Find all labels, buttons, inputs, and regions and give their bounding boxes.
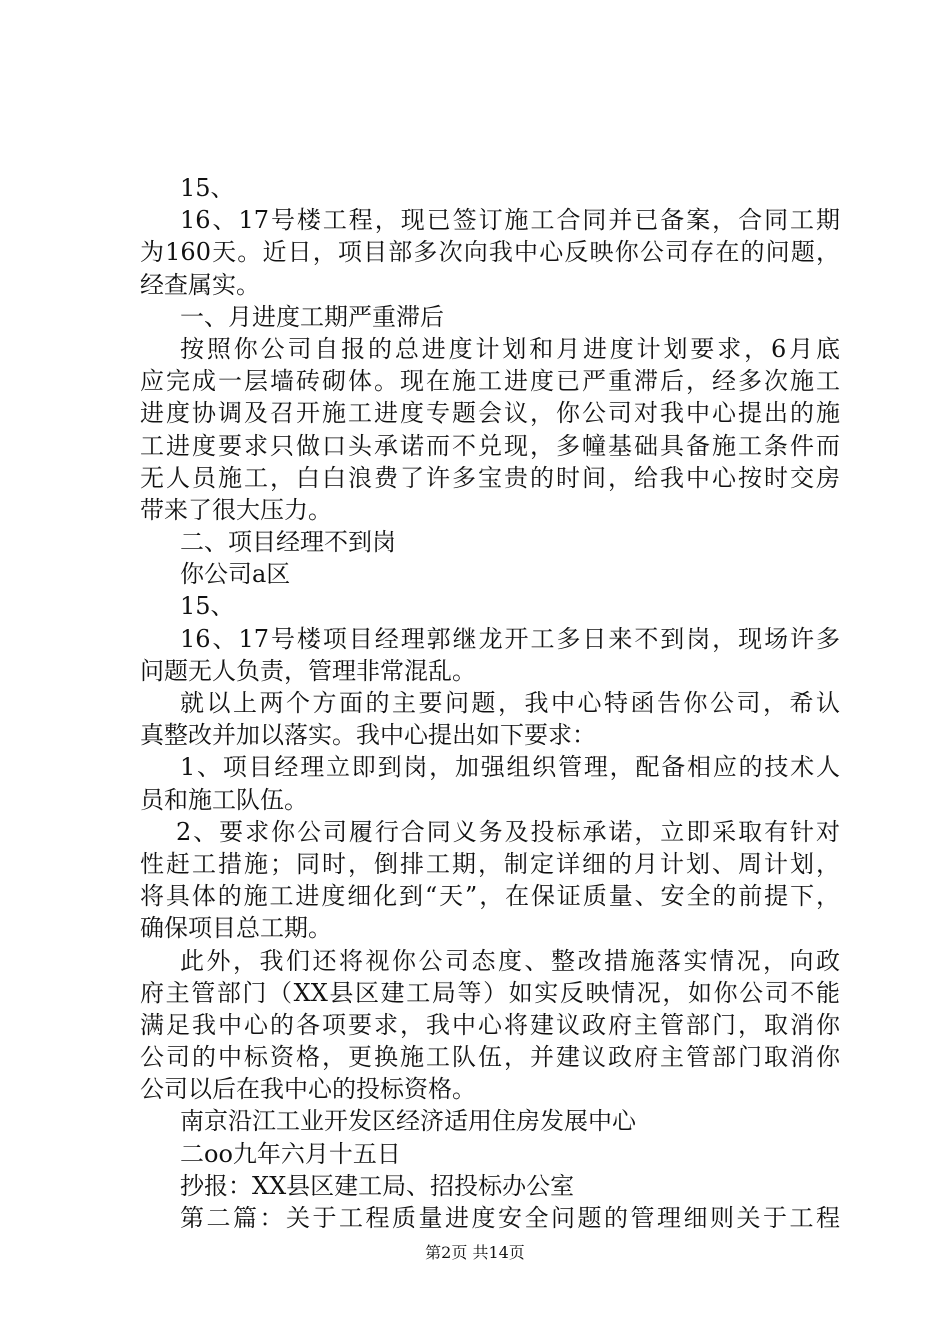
text-line: 将具体的施工进度细化到“天”，在保证质量、安全的前提下， xyxy=(140,882,840,911)
text-line: 真整改并加以落实。我中心提出如下要求： xyxy=(140,721,596,750)
text-line: 15、 xyxy=(180,592,235,621)
cc-line: 抄报：XX县区建工局、招投标办公室 xyxy=(180,1171,575,1200)
text-line: 员和施工队伍。 xyxy=(140,785,308,814)
text-line: 满足我中心的各项要求，我中心将建议政府主管部门，取消你 xyxy=(140,1010,840,1039)
text-line: 经查属实。 xyxy=(140,270,260,299)
page-number-label: 第2页 共14页 xyxy=(425,1243,525,1262)
text-line: 你公司a区 xyxy=(180,560,291,589)
text-line: 1、项目经理立即到岗，加强组织管理，配备相应的技术人 xyxy=(180,753,840,782)
sender-organization: 南京沿江工业开发区经济适用住房发展中心 xyxy=(180,1107,636,1136)
document-body xyxy=(140,172,840,1234)
document-date: 二oo九年六月十五日 xyxy=(180,1139,401,1168)
text-line: 此外，我们还将视你公司态度、整改措施落实情况，向政 xyxy=(180,946,840,975)
text-line: 就以上两个方面的主要问题，我中心特函告你公司，希认 xyxy=(180,689,840,717)
text-line: 按照你公司自报的总进度计划和月进度计划要求，6月底 xyxy=(180,334,840,363)
text-line: 府主管部门（XX县区建工局等）如实反映情况，如你公司不能 xyxy=(140,978,840,1007)
text-line: 无人员施工，白白浪费了许多宝贵的时间，给我中心按时交房 xyxy=(140,463,840,492)
text-line: 16、17号楼工程，现已签订施工合同并已备案，合同工期 xyxy=(180,206,840,235)
text-line: 公司的中标资格，更换施工队伍，并建议政府主管部门取消你 xyxy=(140,1043,840,1072)
text-line: 应完成一层墙砖砌体。现在施工进度已严重滞后，经多次施工 xyxy=(140,367,840,396)
text-line: 公司以后在我中心的投标资格。 xyxy=(140,1075,476,1104)
text-line: 16、17号楼项目经理郭继龙开工多日来不到岗，现场许多 xyxy=(180,624,840,653)
text-line: 确保项目总工期。 xyxy=(140,914,332,943)
text-line: 15、 xyxy=(180,174,235,202)
page-footer xyxy=(0,1243,950,1263)
text-line: 性赶工措施；同时，倒排工期，制定详细的月计划、周计划， xyxy=(140,849,840,878)
text-line: 为160天。近日，项目部多次向我中心反映你公司存在的问题， xyxy=(140,238,840,267)
text-line: 2、要求你公司履行合同义务及投标承诺，立即采取有针对 xyxy=(176,817,840,846)
text-line: 进度协调及召开施工进度专题会议，你公司对我中心提出的施 xyxy=(140,399,840,428)
section-heading: 二、项目经理不到岗 xyxy=(180,528,396,557)
text-line: 带来了很大压力。 xyxy=(140,495,332,524)
section-heading: 一、月进度工期严重滞后 xyxy=(180,302,444,331)
text-line: 工进度要求只做口头承诺而不兑现，多幢基础具备施工条件而 xyxy=(140,431,840,460)
text-line: 问题无人负责，管理非常混乱。 xyxy=(140,656,476,685)
next-chapter-heading: 第二篇：关于工程质量进度安全问题的管理细则关于工程 xyxy=(180,1204,840,1232)
